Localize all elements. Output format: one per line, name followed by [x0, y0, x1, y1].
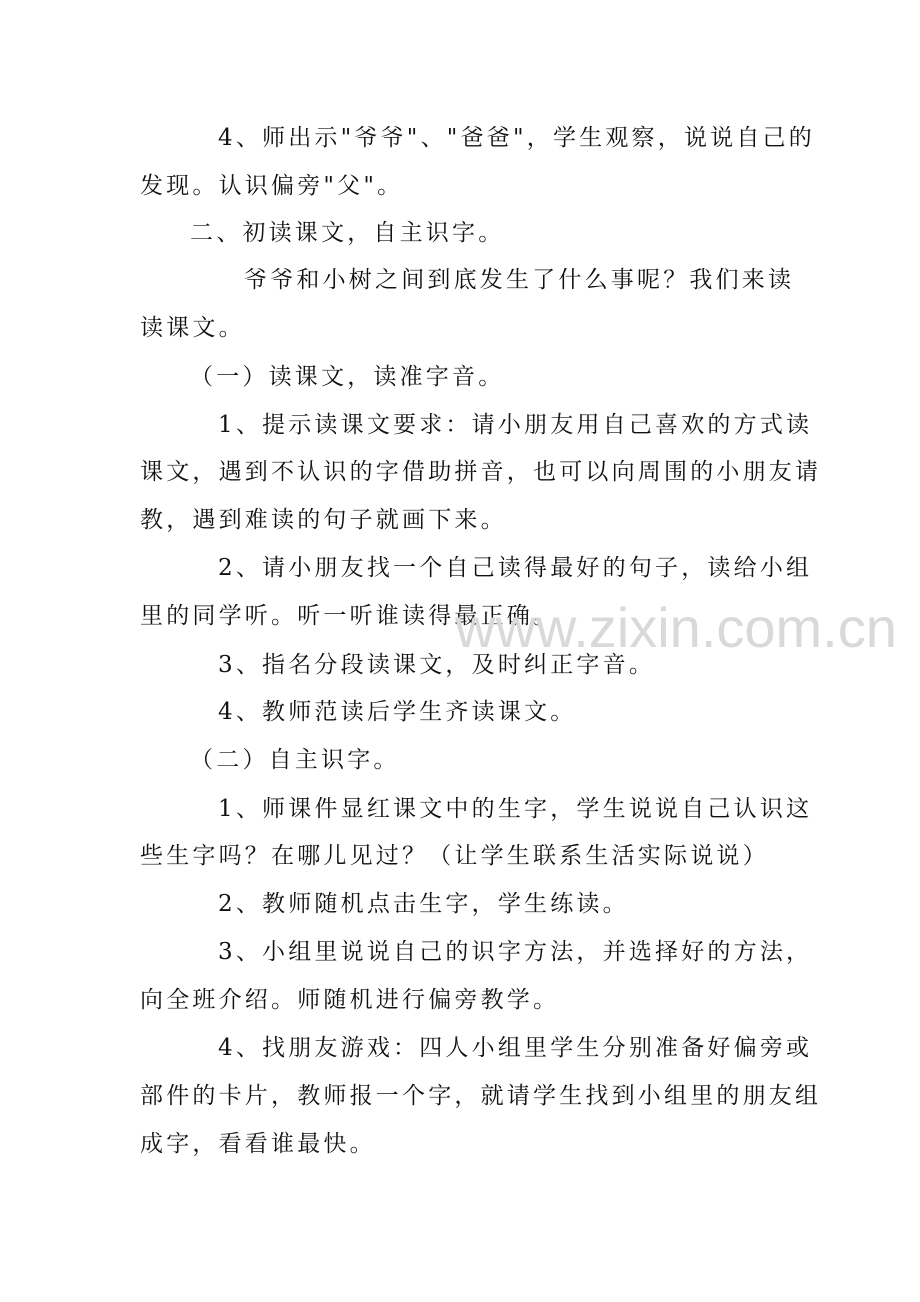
paragraph-line: 教，遇到难读的句子就画下来。: [140, 507, 507, 533]
paragraph-line: 里的同学听。听一听谁读得最正确。: [140, 603, 560, 629]
watermark: www.zixin.com.cn: [455, 596, 897, 659]
paragraph-line: 课文，遇到不认识的字借助拼音，也可以向周围的小朋友请: [140, 459, 822, 485]
paragraph-line: 4、教师范读后学生齐读课文。: [218, 699, 577, 725]
section-heading: 二、初读课文，自主识字。: [190, 220, 505, 246]
paragraph-line: 1、提示读课文要求：请小朋友用自己喜欢的方式读: [218, 412, 813, 438]
paragraph-line: 部件的卡片，教师报一个字，就请学生找到小组里的朋友组: [140, 1083, 822, 1109]
subsection-heading: （一）读课文，读准字音。: [190, 364, 505, 390]
paragraph-line: 4、找朋友游戏：四人小组里学生分别准备好偏旁或: [218, 1035, 813, 1061]
paragraph-line: 1、师课件显红课文中的生字，学生说说自己认识这: [218, 796, 813, 822]
subsection-heading: （二）自主识字。: [190, 747, 400, 773]
paragraph-line: 爷爷和小树之间到底发生了什么事呢？我们来读: [244, 267, 795, 293]
paragraph-line: 读课文。: [140, 315, 245, 341]
paragraph-line: 2、教师随机点击生字，学生练读。: [218, 891, 629, 917]
paragraph-line: 3、小组里说说自己的识字方法，并选择好的方法，: [218, 939, 813, 965]
paragraph-line: 发现。认识偏旁"父"。: [140, 173, 404, 199]
paragraph-line: 成字，看看谁最快。: [140, 1131, 376, 1157]
paragraph-line: 向全班介绍。师随机进行偏旁教学。: [140, 987, 560, 1013]
paragraph-line: 4、师出示"爷爷"、"爸爸"，学生观察，说说自己的: [218, 125, 815, 151]
paragraph-line: 3、指名分段读课文，及时纠正字音。: [218, 652, 656, 678]
paragraph-line: 些生字吗？在哪儿见过？（让学生联系生活实际说说）: [140, 843, 769, 869]
paragraph-line: 2、请小朋友找一个自己读得最好的句子，读给小组: [218, 555, 813, 581]
